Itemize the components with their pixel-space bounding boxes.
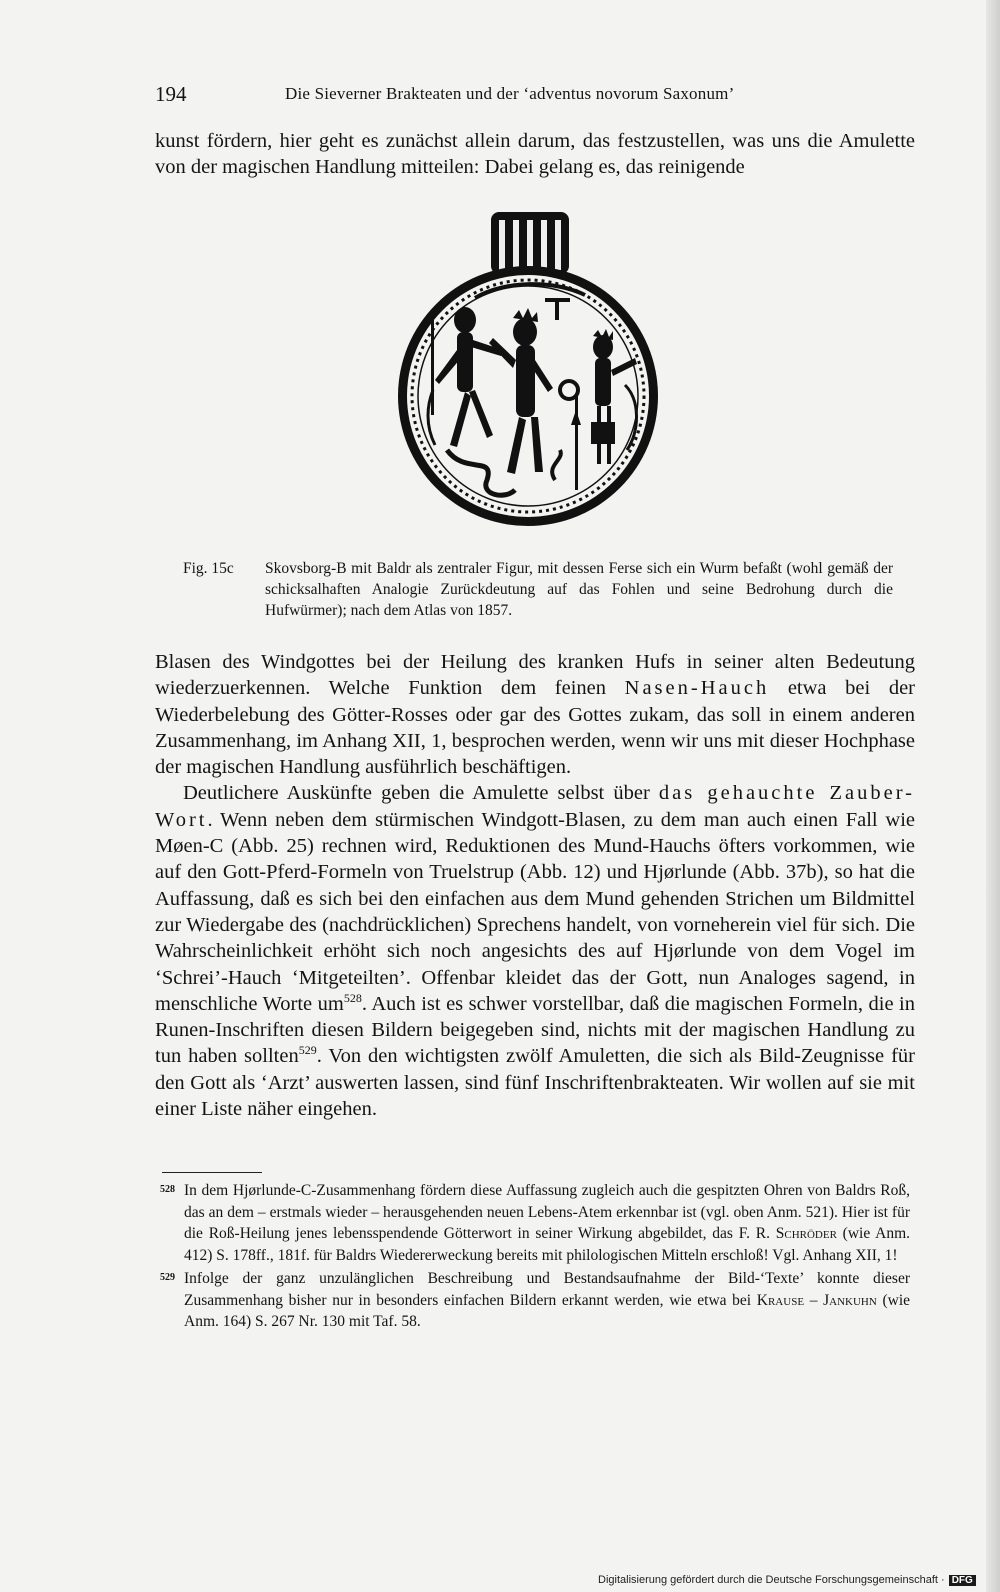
bracteate-figure: [395, 210, 665, 530]
main-text: [155, 649, 915, 1122]
page-edge: [986, 0, 1000, 1592]
footnote-text-a: In dem Hjørlunde-C-Zusammenhang fördern diese Auffassung zugleich auch die gespitzten Ohren von Baldrs Roß, das an dem – erstmals wieder – herausgehenden neuen Lebens-Atem erkennbar ist (vgl. oben Anm. 521). Hier ist für die Roß-Heilung jenes lebensspendende Götterwort in seiner Wirkung abgebildet, das F. R.: [184, 1182, 910, 1242]
footer-text: Digitalisierung gefördert durch die Deutsche Forschungsgemeinschaft ·: [598, 1574, 945, 1586]
intro-paragraph: [155, 128, 915, 181]
bracteate-illustration: [395, 210, 665, 530]
dfg-logo: DFG: [949, 1575, 976, 1586]
footnote-ref-529[interactable]: 529: [298, 1043, 317, 1058]
figure-caption-text: Skovsborg-B mit Baldr als zentraler Figur, mit dessen Ferse sich ein Wurm befaßt (wohl gemäß der schicksalhaften Analogie Zurückdeutung auf das Fohlen und seine Bedrohung durch die Hufwürmer); nach dem Atlas von 1857.: [265, 560, 893, 619]
footnote-ref-528[interactable]: 528: [343, 991, 362, 1006]
intro-text: kunst fördern, hier geht es zunächst allein darum, das festzustellen, was uns die Amulette von der magischen Handlung mitteilen: Dabei gelang es, das reinigende: [155, 130, 915, 179]
paragraph-2-part-b: . Wenn neben dem stürmischen Windgott-Blasen, zu dem man auch einen Fall wie Møen-C (Abb. 25) rechnen wird, Reduktionen des Mund-Hauchs öfters vorkommen, wie auf den Gott-Pferd-Formeln von Truelstrup (Abb. 12) und Hjørlunde (Abb. 37b), so hat die Auffassung, daß es sich bei den einfachen aus dem Mund gehenden Strichen um Bildmittel zur Wiedergabe des (nachdrücklichen) Sprechens handelt, von vorneherein viel für sich. Die Wahrscheinlichkeit erhöht sich noch angesichts des auf Hjørlunde von dem Vogel im ‘Schrei’-Hauch ‘Mitgeteilten’. Offenbar kleidet das der Gott, nun Analoges sagend, in menschliche Worte um: [155, 808, 915, 1015]
footnote-text-b: (wie Anm. 412) S. 178ff., 181f. für Baldrs Wiedererweckung bereits mit philologischen Mitteln erschloß! Vgl. Anhang XII, 1!: [184, 1225, 911, 1264]
footnote-529: [160, 1268, 910, 1333]
footnote-number: 528: [160, 1184, 175, 1195]
footnote-divider: [162, 1172, 262, 1173]
digitization-footer: [598, 1574, 983, 1590]
footnote-text-a: Infolge der ganz unzulänglichen Beschreibung und Bestandsaufnahme der Bild-‘Texte’ konnte dieser Zusammenhang bisher nur in besonders einfachen Bildern erkannt werden, wie etwa bei: [184, 1270, 910, 1309]
footnote-author: Krause – Jankuhn: [756, 1291, 877, 1309]
paragraph-1: [155, 649, 915, 780]
footnotes: [160, 1180, 910, 1335]
paragraph-2-part-a: Deutlichere Auskünfte geben die Amulette selbst über: [183, 782, 659, 805]
paragraph-1-part-a: Blasen des Windgottes bei der Heilung des kranken Hufs in seiner alten Bedeutung wiederzuerkennen. Welche Funktion dem feinen: [155, 651, 915, 700]
page-header: [155, 82, 915, 112]
paragraph-2-part-c: . Auch ist es schwer vorstellbar, daß die magischen Formeln, die in Runen-Inschriften diesen Bildern beigegeben sind, nichts mit der magischen Handlung zu tun haben sollten: [155, 992, 915, 1068]
footnote-author: Schröder: [775, 1225, 837, 1242]
paragraph-2-part-d: . Von den wichtigsten zwölf Amuletten, die sich als Bild-Zeugnisse für den Gott als ‘Arzt’ auswerten lassen, sind fünf Inschriftenbrakteaten. Wir wollen auf sie mit einer Liste näher eingehen.: [155, 1045, 915, 1121]
spaced-term-zauber-wort: das gehauchte Zauber-Wort: [155, 782, 915, 831]
spaced-term-nasen-hauch: Nasen-Hauch: [624, 677, 770, 700]
page-number: 194: [155, 82, 187, 106]
paragraph-2: [155, 780, 915, 1122]
running-title: Die Sieverner Brakteaten und der ‘adventus novorum Saxonum’: [285, 84, 735, 103]
paragraph-1-part-b: etwa bei der Wiederbelebung des Götter-Rosses oder gar des Gottes zukam, das soll in einem anderen Zusammenhang, im Anhang XII, 1, besprochen werden, wenn wir uns mit dieser Hochphase der magischen Handlung ausführlich beschäftigen.: [155, 677, 915, 779]
figure-label: Fig. 15c: [183, 560, 234, 577]
bracteate-loop: [491, 212, 569, 274]
footnote-text-b: (wie Anm. 164) S. 267 Nr. 130 mit Taf. 58.: [184, 1291, 911, 1330]
footnote-number: 529: [160, 1272, 175, 1283]
footnote-528: [160, 1180, 910, 1266]
